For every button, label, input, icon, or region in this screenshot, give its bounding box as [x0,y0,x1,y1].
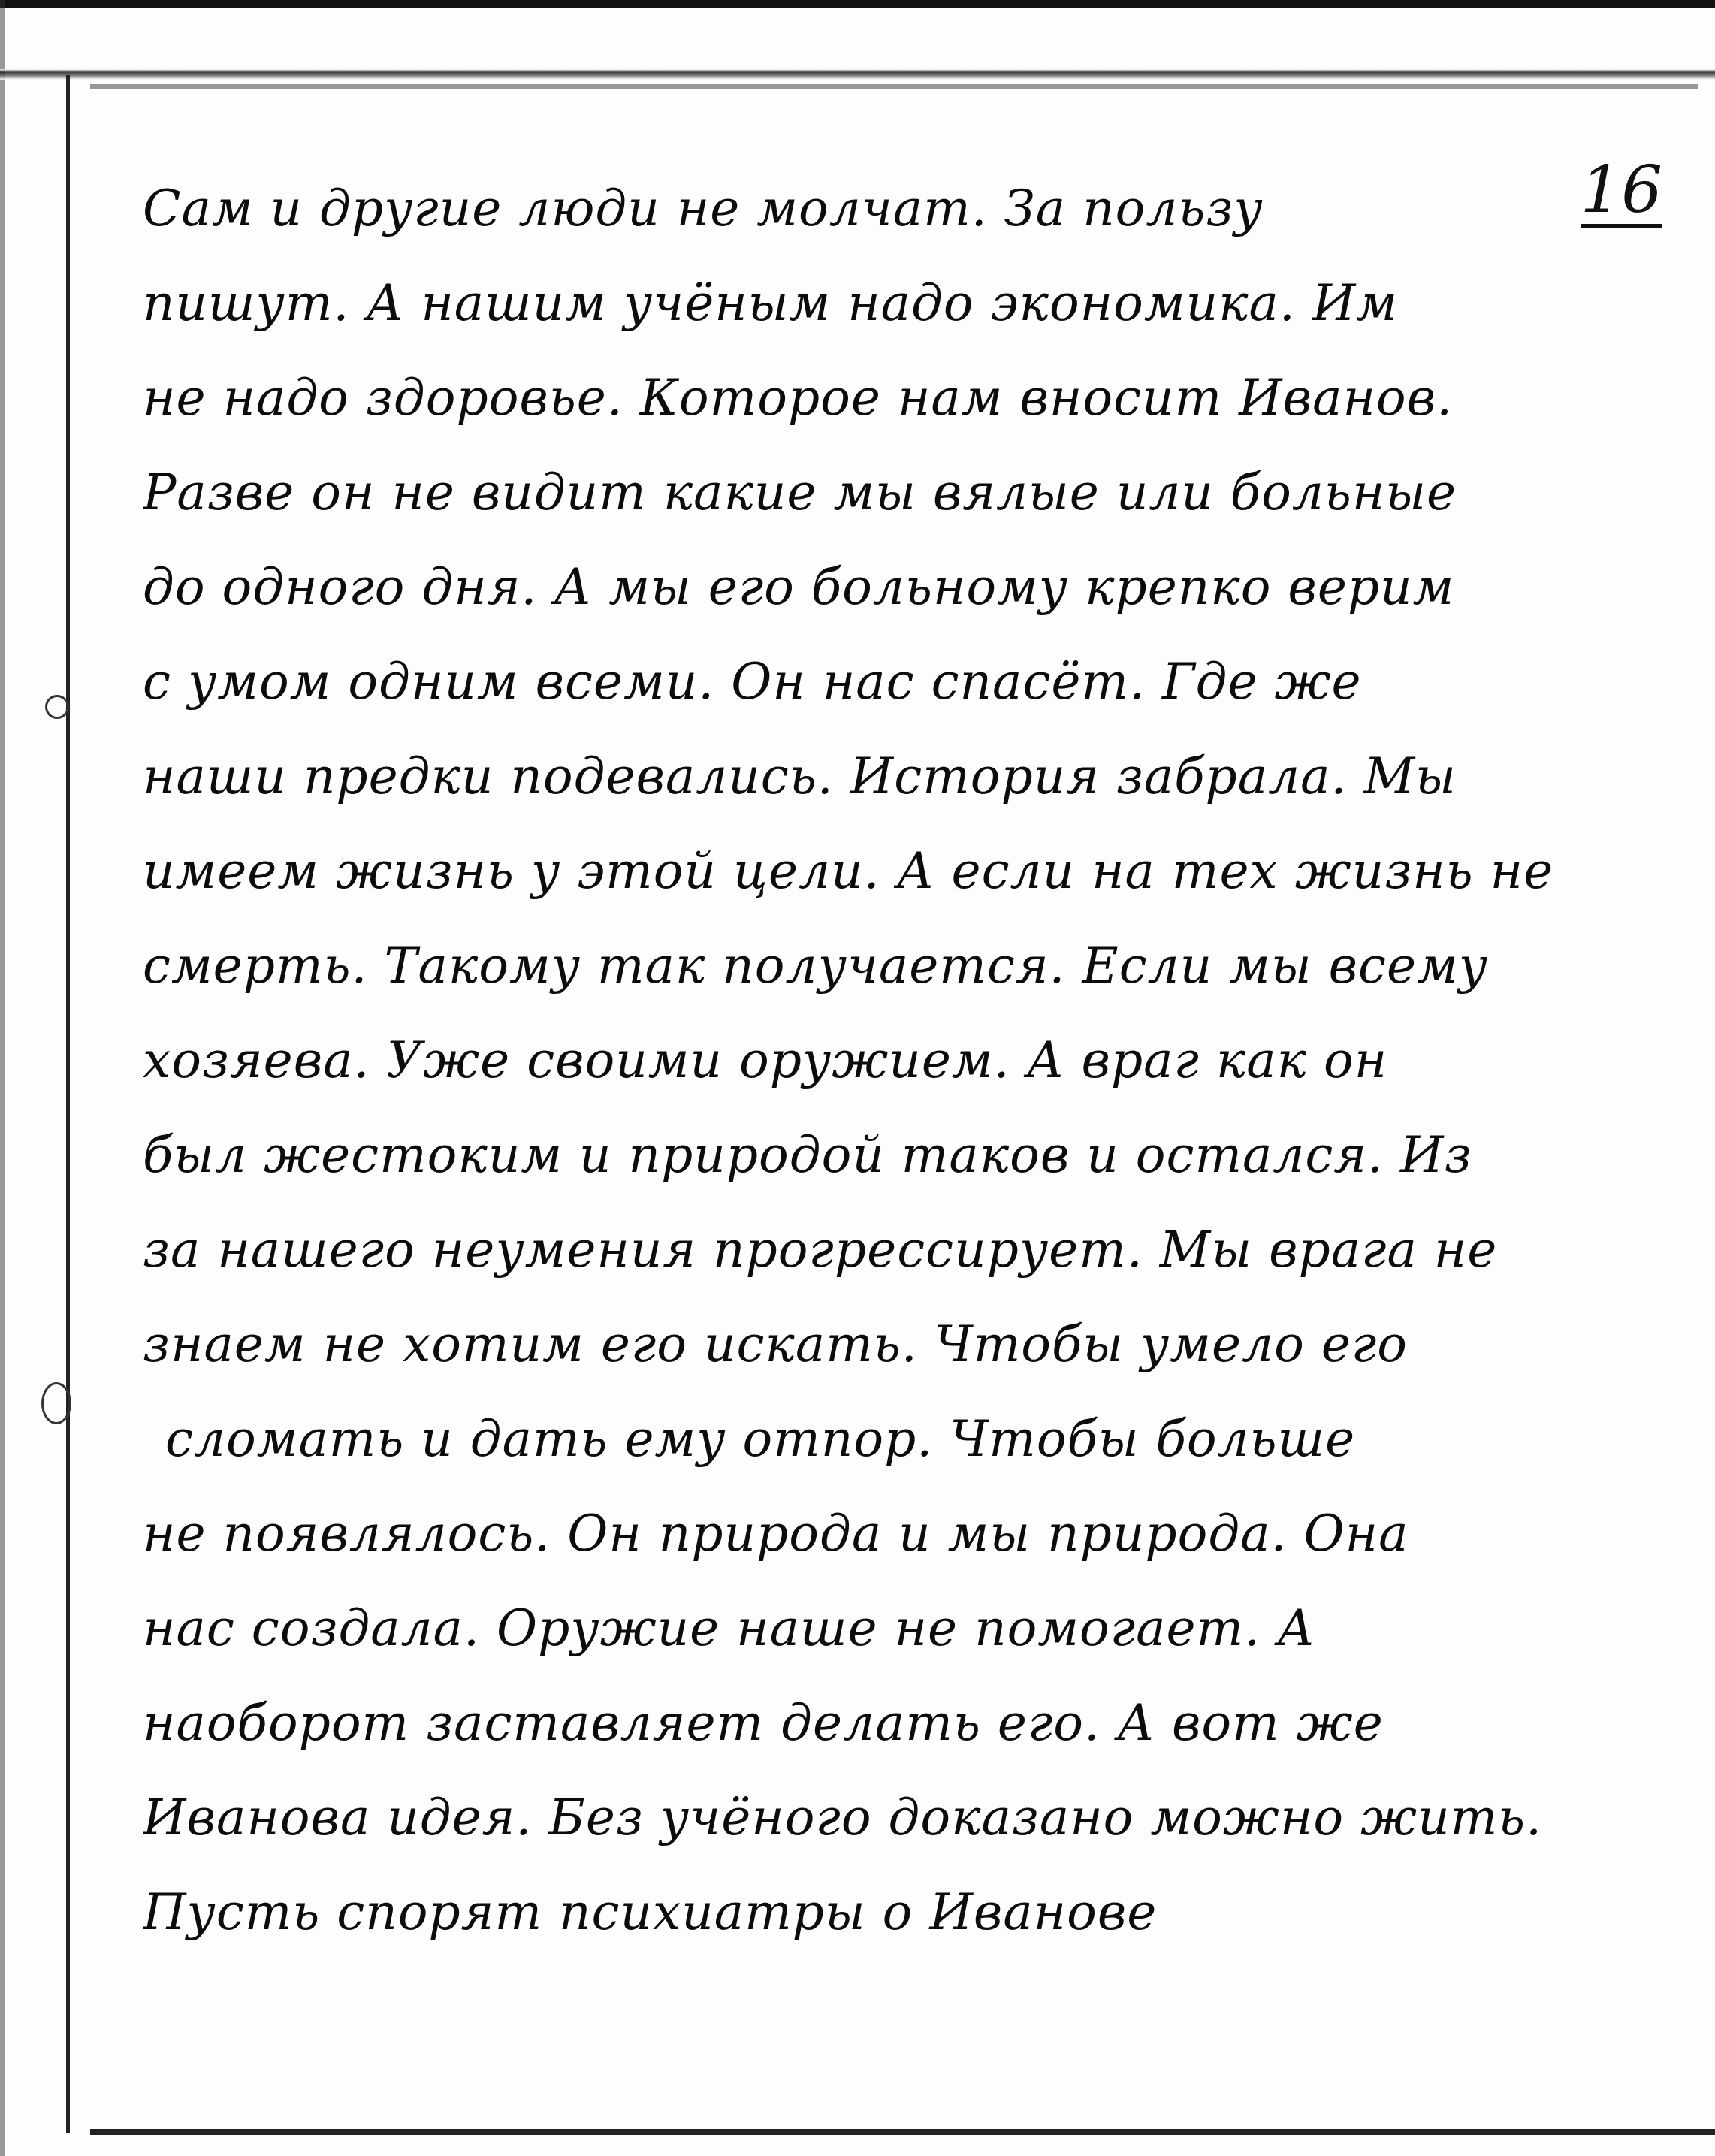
handwritten-line: хозяева. Уже своими оружием. А враг как он [143,1031,1388,1089]
handwritten-line: с умом одним всеми. Он нас спасёт. Где же [143,653,1362,711]
handwritten-text [143,162,1668,1960]
handwritten-line: имеем жизнь у этой цели. А если на тех жизнь не [143,842,1554,900]
handwritten-line: за нашего неумения прогрессирует. Мы врага не [143,1221,1498,1279]
handwritten-line: Иванова идея. Без учёного доказано можно жить. [143,1789,1543,1846]
handwritten-line: нас создала. Оружие наше не помогает. А [143,1599,1316,1657]
handwritten-line: пишут. А нашим учёным надо экономика. Им [143,274,1399,332]
scan-left-edge [0,0,5,2156]
left-margin-line [66,75,70,2133]
handwritten-line: знаем не хотим его искать. Чтобы умело его [143,1315,1408,1373]
handwritten-line: до одного дня. А мы его больному крепко верим [143,558,1455,616]
handwritten-line: Сам и другие люди не молчат. За пользу [143,180,1264,237]
handwritten-line: не появлялось. Он природа и мы природа. Она [143,1505,1409,1563]
top-rule-secondary [90,84,1698,89]
handwritten-line: Разве он не видит какие мы вялые или больные [143,464,1457,521]
scan-top-edge [0,0,1715,8]
handwritten-line: сломать и дать ему отпор. Чтобы больше [165,1410,1356,1468]
handwritten-line: смерть. Такому так получается. Если мы всему [143,937,1489,995]
binder-hole-mark [45,695,69,719]
handwritten-line: был жестоким и природой таков и остался. Из [143,1126,1472,1184]
handwritten-line: Пусть спорят психиатры о Иванове [143,1883,1158,1941]
handwritten-line: наоборот заставляет делать его. А вот же [143,1694,1384,1752]
binder-hole-mark [41,1382,71,1424]
page-number: 16 [1580,152,1662,228]
top-rule [0,69,1715,80]
bottom-rule [90,2129,1715,2135]
handwritten-line: не надо здоровье. Которое нам вносит Иванов. [143,369,1454,427]
handwritten-line: наши предки подевались. История забрала. Мы [143,747,1457,805]
